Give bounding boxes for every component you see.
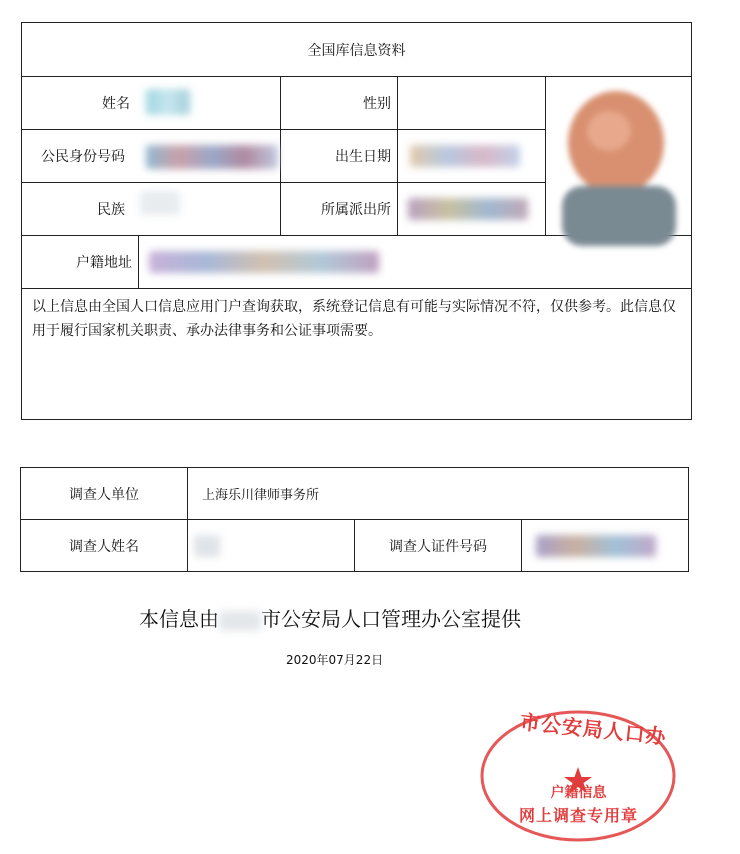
issue-date: 2020年07月22日	[286, 653, 384, 667]
record-title	[22, 23, 692, 77]
stamp-ring-text: 市公安局人口办	[519, 709, 668, 749]
birth-label-cell	[281, 130, 398, 183]
unit-value-cell	[188, 468, 688, 520]
cert-value-redacted	[536, 535, 656, 557]
birth-value-cell	[398, 130, 546, 183]
unit-value: 上海乐川律师事务所	[202, 488, 320, 503]
sex-label-cell	[281, 77, 398, 130]
official-stamp	[476, 700, 681, 845]
inv-name-value-redacted	[194, 535, 220, 557]
record-title-text: 全国库信息资料	[307, 42, 406, 59]
photo-cell	[546, 77, 692, 236]
stamp-line2: 网上调查专用章	[518, 806, 638, 825]
investigator-table	[20, 467, 689, 572]
address-value-cell	[139, 236, 692, 289]
name-label: 姓名	[102, 96, 130, 112]
birth-label: 出生日期	[335, 149, 391, 165]
sex-value-cell	[398, 77, 546, 130]
portrait-photo	[554, 81, 684, 246]
address-label: 户籍地址	[76, 255, 132, 271]
record-table	[21, 22, 692, 420]
id-value-redacted	[146, 145, 278, 169]
cert-label: 调查人证件号码	[389, 538, 487, 555]
ethnic-value-redacted	[140, 191, 180, 215]
police-value-cell	[398, 183, 546, 236]
inv-name-label: 调查人姓名	[69, 538, 139, 555]
sex-label: 性别	[363, 96, 391, 112]
name-value-redacted	[146, 89, 190, 115]
inv-name-label-cell	[21, 520, 188, 571]
birth-value-redacted	[410, 145, 520, 167]
address-label-cell	[22, 236, 139, 289]
inv-name-value-cell	[188, 520, 355, 571]
ethnic-label: 民族	[97, 202, 125, 218]
cert-label-cell	[355, 520, 522, 571]
address-value-redacted	[149, 251, 379, 273]
unit-label-cell	[21, 468, 188, 520]
stamp-line1: 户籍信息	[550, 785, 607, 801]
provider-city-redacted	[219, 611, 261, 631]
unit-label: 调查人单位	[69, 486, 139, 503]
notice-box	[22, 289, 692, 419]
provider-suffix: 市公安局人口管理办公室提供	[261, 607, 521, 631]
provider-line	[0, 603, 660, 632]
cert-value-cell	[522, 520, 688, 571]
id-label: 公民身份号码	[41, 149, 125, 165]
police-label: 所属派出所	[321, 202, 391, 218]
police-value-redacted	[408, 198, 528, 220]
police-label-cell	[281, 183, 398, 236]
notice-text: 以上信息由全国人口信息应用门户查询获取，系统登记信息有可能与实际情况不符，仅供参考。此信息仅用于履行国家机关职责、承办法律事务和公证事项需要。	[32, 299, 676, 339]
provider-prefix: 本信息由	[139, 607, 219, 631]
